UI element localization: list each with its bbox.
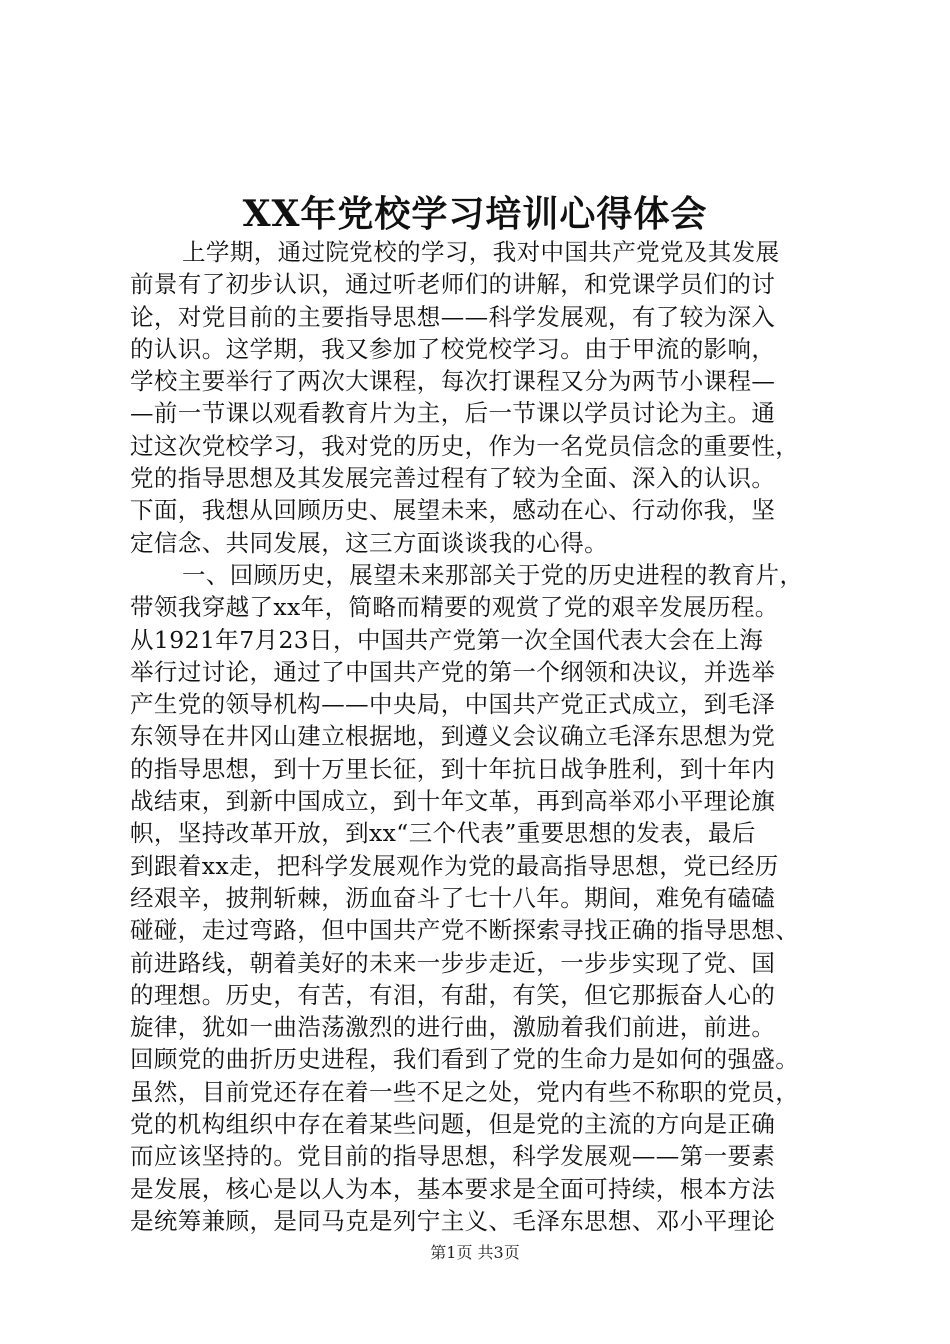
text-line: 举行过讨论，通过了中国共产党的第一个纲领和决议，并选举 (130, 657, 776, 686)
text-line: 战结束，到新中国成立，到十年文革，再到高举邓小平理论旗 (130, 787, 776, 816)
text-line: 的理想。历史，有苦，有泪，有甜，有笑，但它那振奋人心的 (130, 980, 776, 1009)
text-line: 虽然，目前党还存在着一些不足之处，党内有些不称职的党员， (130, 1077, 800, 1106)
page-footer (0, 1240, 950, 1263)
text-line: 是发展，核心是以人为本，基本要求是全面可持续，根本方法 (130, 1174, 776, 1203)
text-line: 的指导思想，到十万里长征，到十年抗日战争胜利，到十年内 (130, 754, 776, 783)
text-line: 学校主要举行了两次大课程，每次打课程又分为两节小课程— (130, 367, 776, 396)
text-line: 从1921年7月23日，中国共产党第一次全国代表大会在上海 (130, 625, 764, 654)
document-title: XX年党校学习培训心得体会 (242, 193, 708, 235)
text-line: 前景有了初步认识，通过听老师们的讲解，和党课学员们的讨 (130, 270, 776, 299)
text-line: 党的机构组织中存在着某些问题，但是党的主流的方向是正确 (130, 1110, 776, 1139)
text-line: 带领我穿越了xx年，简略而精要的观赏了党的艰辛发展历程。 (130, 593, 779, 622)
text-line: 定信念、共同发展，这三方面谈谈我的心得。 (130, 528, 608, 557)
text-line: 经艰辛，披荆斩棘，沥血奋斗了七十八年。期间，难免有磕磕 (130, 883, 776, 912)
text-line: 前进路线，朝着美好的未来一步步走近，一步步实现了党、国 (130, 948, 776, 977)
text-line: 产生党的领导机构——中央局，中国共产党正式成立，到毛泽 (130, 690, 776, 719)
text-line: 的认识。这学期，我又参加了校党校学习。由于甲流的影响， (130, 334, 776, 363)
text-line: 过这次党校学习，我对党的历史，作为一名党员信念的重要性， (130, 431, 800, 460)
text-line: 党的指导思想及其发展完善过程有了较为全面、深入的认识。 (130, 464, 776, 493)
text-line: —前一节课以观看教育片为主，后一节课以学员讨论为主。通 (130, 399, 776, 428)
text-line: 上学期，通过院党校的学习，我对中国共产党党及其发展 (182, 238, 780, 266)
text-line: 到跟着xx走，把科学发展观作为党的最高指导思想，党已经历 (130, 851, 779, 880)
document-body (130, 236, 850, 1237)
text-line: 东领导在井冈山建立根据地，到遵义会议确立毛泽东思想为党 (130, 722, 776, 751)
text-line: 而应该坚持的。党目前的指导思想，科学发展观——第一要素 (130, 1142, 776, 1171)
text-line: 是统筹兼顾，是同马克是列宁主义、毛泽东思想、邓小平理论 (130, 1206, 776, 1235)
text-line: 论，对党目前的主要指导思想——科学发展观，有了较为深入 (130, 302, 776, 331)
text-line: 帜，坚持改革开放，到xx“三个代表”重要思想的发表，最后 (130, 819, 756, 848)
text-line: 碰碰，走过弯路，但中国共产党不断探索寻找正确的指导思想、 (130, 916, 800, 945)
text-line: 回顾党的曲折历史进程，我们看到了党的生命力是如何的强盛。 (130, 1045, 800, 1074)
page-number: 第1页 共3页 (430, 1243, 520, 1262)
text-line: 下面，我想从回顾历史、展望未来，感动在心、行动你我，坚 (130, 496, 776, 525)
text-line: 一、回顾历史，展望未来那部关于党的历史进程的教育片， (182, 560, 804, 589)
text-line: 旋律，犹如一曲浩荡激烈的进行曲，激励着我们前进，前进。 (130, 1013, 776, 1042)
